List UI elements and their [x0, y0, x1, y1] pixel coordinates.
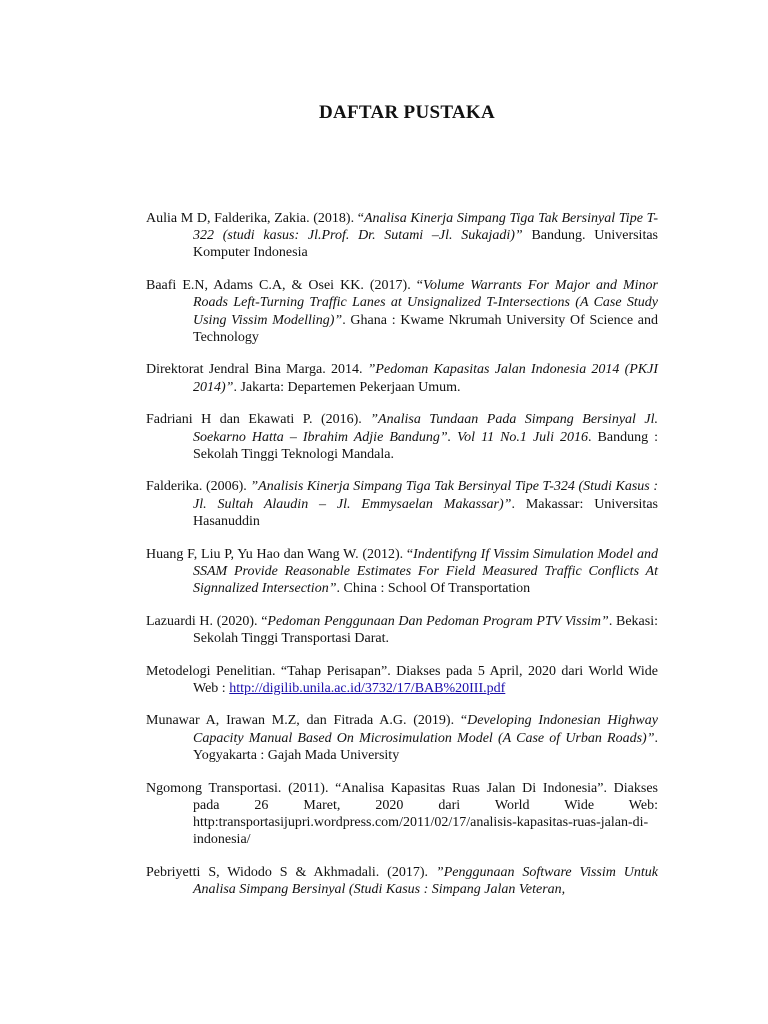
reference-list: [146, 210, 658, 898]
reference-authors: Pebriyetti S, Widodo S & Akhmadali. (2017).: [146, 864, 436, 880]
reference-authors: Munawar A, Irawan M.Z, dan Fitrada A.G. (2019). “: [146, 713, 468, 729]
reference-entry: [146, 478, 658, 530]
reference-authors: Aulia M D, Falderika, Zakia. (2018). “: [146, 211, 364, 226]
reference-authors: Fadriani H dan Ekawati P. (2016).: [146, 412, 371, 428]
reference-title: Indentifyng If Vissim Simulation Model and SSAM Provide Reasonable Estimates For Field Measured Traffic Conflicts At Signnalized Intersection”: [193, 546, 658, 596]
reference-publisher: . Bandung : Sekolah Tinggi Teknologi Mandala.: [193, 429, 659, 462]
reference-authors: Lazuardi H. (2020). “: [146, 613, 268, 629]
reference-publisher: . Yogyakarta : Gajah Mada University: [193, 730, 658, 763]
reference-entry: [146, 712, 658, 764]
reference-entry: [146, 210, 658, 262]
reference-publisher: . Makassar: Universitas Hasanuddin: [193, 496, 658, 529]
reference-text: Ngomong Transportasi. (2011). “Analisa Kapasitas Ruas Jalan Di Indonesia”. Diakses pada 26 Maret, 2020 dari World Wide Web: http:transportasijupri.wordpress.com/2011/02/17/analisis-kapasitas-ruas-jalan-di-indonesia/: [146, 780, 658, 848]
reference-title: Pedoman Penggunaan Dan Pedoman Program PTV Vissim”: [267, 613, 609, 629]
reference-authors: Huang F, Liu P, Yu Hao dan Wang W. (2012). “: [146, 546, 414, 562]
reference-title: ”Analisis Kinerja Simpang Tiga Tak Bersinyal Tipe T-324 (Studi Kasus : Jl. Sultah Alaudin – Jl. Emmysaelan Makassar)”: [193, 479, 658, 512]
reference-publisher: . Bekasi: Sekolah Tinggi Transportasi Darat.: [193, 613, 658, 646]
reference-entry: [146, 864, 658, 898]
reference-authors: Baafi E.N, Adams C.A, & Osei KK. (2017). “: [146, 278, 423, 294]
reference-url-link[interactable]: http://digilib.unila.ac.id/3732/17/BAB%20III.pdf: [229, 680, 506, 696]
reference-publisher: . Ghana : Kwame Nkrumah University Of Science and Technology: [193, 312, 658, 345]
reference-title: Developing Indonesian Highway Capacity Manual Based On Microsimulation Model (A Case of Urban Roads)”: [193, 713, 658, 746]
reference-entry: [146, 361, 658, 395]
reference-entry: [146, 663, 658, 697]
reference-authors: Direktorat Jendral Bina Marga. 2014.: [146, 362, 368, 378]
reference-publisher: . China : School Of Transportation: [336, 580, 531, 596]
reference-authors: Metodelogi Penelitian. “Tahap Perisapan”. Diakses pada 5 April, 2020 dari World Wide Web :: [146, 663, 658, 696]
reference-entry: [146, 613, 658, 647]
reference-entry: [146, 277, 658, 346]
reference-title: ”Pedoman Kapasitas Jalan Indonesia 2014 (PKJI 2014)”: [193, 362, 659, 395]
page-title: DAFTAR PUSTAKA: [318, 102, 496, 123]
reference-publisher: . Jakarta: Departemen Pekerjaan Umum.: [233, 379, 461, 395]
reference-entry: [146, 411, 658, 463]
reference-entry: [146, 546, 658, 598]
reference-authors: Falderika. (2006).: [146, 479, 251, 495]
reference-publisher: Bandung. Universitas Komputer Indonesia: [193, 228, 659, 261]
reference-title: ”Penggunaan Software Vissim Untuk Analisa Simpang Bersinyal (Studi Kasus : Simpang Jalan Veteran,: [193, 864, 658, 898]
reference-entry: [146, 780, 658, 849]
reference-title: ”Analisa Tundaan Pada Simpang Bersinyal Jl. Soekarno Hatta – Ibrahim Adjie Bandung”. Vol 11 No.1 Juli 2016: [193, 412, 658, 445]
reference-title: Volume Warrants For Major and Minor Roads Left-Turning Traffic Lanes at Unsignalized T-Intersections (A Case Study Using Vissim Modelling)”: [193, 278, 658, 328]
reference-title: Analisa Kinerja Simpang Tiga Tak Bersinyal Tipe T-322 (studi kasus: Jl.Prof. Dr. Sutami –Jl. Sukajadi)”: [193, 211, 658, 244]
